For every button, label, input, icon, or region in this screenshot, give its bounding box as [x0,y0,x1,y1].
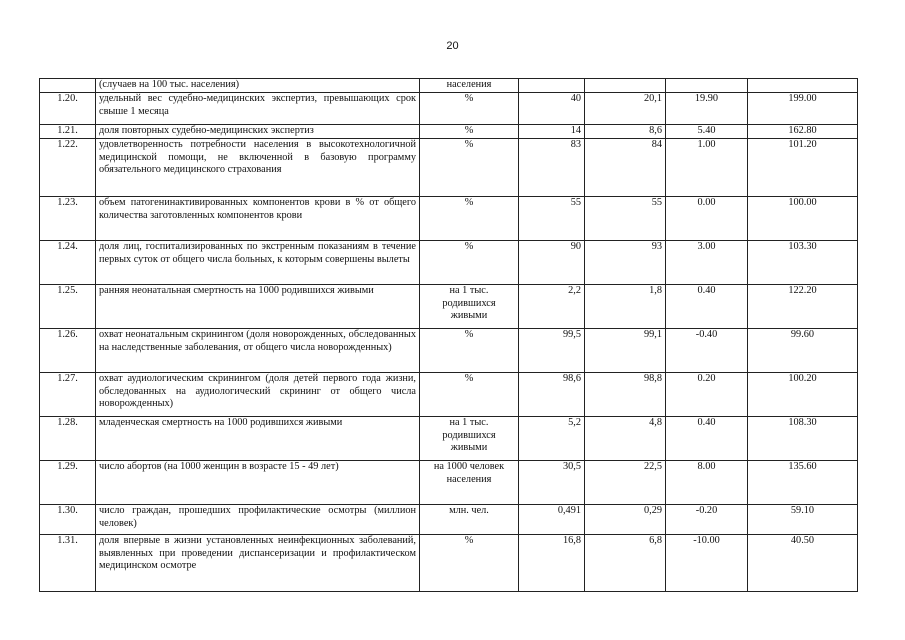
percent-cell: 100.20 [748,373,858,417]
value-1-cell: 98,6 [519,373,585,417]
table-row [40,505,858,535]
value-1-cell: 0,491 [519,505,585,535]
row-number-cell: 1.23. [40,197,96,241]
row-number-cell: 1.29. [40,461,96,505]
table-row [40,93,858,125]
unit-cell: % [420,125,519,139]
unit-cell: % [420,197,519,241]
indicator-name-cell: младенческая смертность на 1000 родившихся живыми [96,417,420,461]
indicator-name-cell: удовлетворенность потребности населения в высокотехнологичной медицинской помощи, не включенной в базовую программу обязательного медицинского страхования [96,139,420,197]
difference-cell: 0.40 [666,417,748,461]
difference-cell: -0.40 [666,329,748,373]
unit-cell: млн. чел. [420,505,519,535]
unit-cell: % [420,373,519,417]
difference-cell: 0.00 [666,197,748,241]
table-row [40,79,858,93]
value-1-cell: 5,2 [519,417,585,461]
percent-cell [748,79,858,93]
difference-cell: 5.40 [666,125,748,139]
indicator-name-cell: охват неонатальным скринингом (доля новорожденных, обследованных на наследственные заболевания, от общего числа новорожденных) [96,329,420,373]
row-number-cell: 1.28. [40,417,96,461]
value-2-cell: 6,8 [585,535,666,592]
indicators-table [39,78,858,592]
indicator-name-cell: удельный вес судебно-медицинских экспертиз, превышающих срок свыше 1 месяца [96,93,420,125]
value-2-cell: 1,8 [585,285,666,329]
value-2-cell [585,79,666,93]
unit-cell: % [420,329,519,373]
percent-cell: 103.30 [748,241,858,285]
value-1-cell: 16,8 [519,535,585,592]
table-row [40,241,858,285]
indicator-name-cell: доля впервые в жизни установленных неинфекционных заболеваний, выявленных при проведении диспансеризации и профилактическом медицинском осмотре [96,535,420,592]
percent-cell: 199.00 [748,93,858,125]
percent-cell: 59.10 [748,505,858,535]
value-2-cell: 93 [585,241,666,285]
value-2-cell: 99,1 [585,329,666,373]
difference-cell: 8.00 [666,461,748,505]
unit-cell: на 1 тыс. родившихся живыми [420,285,519,329]
difference-cell [666,79,748,93]
indicator-name-cell: доля лиц, госпитализированных по экстренным показаниям в течение первых суток от общего числа больных, к которым совершены вылеты [96,241,420,285]
value-1-cell: 2,2 [519,285,585,329]
value-2-cell: 4,8 [585,417,666,461]
table-row [40,197,858,241]
indicator-name-cell: доля повторных судебно-медицинских экспертиз [96,125,420,139]
difference-cell: -10.00 [666,535,748,592]
percent-cell: 122.20 [748,285,858,329]
value-2-cell: 98,8 [585,373,666,417]
unit-cell: населения [420,79,519,93]
table-row [40,417,858,461]
percent-cell: 162.80 [748,125,858,139]
difference-cell: 19.90 [666,93,748,125]
row-number-cell: 1.20. [40,93,96,125]
row-number-cell: 1.22. [40,139,96,197]
table-row [40,535,858,592]
indicator-name-cell: ранняя неонатальная смертность на 1000 родившихся живыми [96,285,420,329]
percent-cell: 108.30 [748,417,858,461]
row-number-cell: 1.24. [40,241,96,285]
percent-cell: 101.20 [748,139,858,197]
value-2-cell: 0,29 [585,505,666,535]
row-number-cell: 1.30. [40,505,96,535]
table-row [40,139,858,197]
value-1-cell [519,79,585,93]
unit-cell: % [420,241,519,285]
table-row [40,125,858,139]
value-2-cell: 22,5 [585,461,666,505]
page-number: 20 [446,40,459,52]
unit-cell: на 1 тыс. родившихся живыми [420,417,519,461]
difference-cell: 0.40 [666,285,748,329]
difference-cell: 0.20 [666,373,748,417]
value-1-cell: 55 [519,197,585,241]
unit-cell: % [420,93,519,125]
percent-cell: 40.50 [748,535,858,592]
value-1-cell: 30,5 [519,461,585,505]
indicator-name-cell: охват аудиологическим скринингом (доля детей первого года жизни, обследованных на аудиологический скрининг от общего числа новорожденных) [96,373,420,417]
row-number-cell: 1.25. [40,285,96,329]
row-number-cell: 1.31. [40,535,96,592]
value-2-cell: 84 [585,139,666,197]
indicator-name-cell: число абортов (на 1000 женщин в возрасте 15 - 49 лет) [96,461,420,505]
table-row [40,461,858,505]
percent-cell: 135.60 [748,461,858,505]
unit-cell: % [420,535,519,592]
difference-cell: -0.20 [666,505,748,535]
value-1-cell: 99,5 [519,329,585,373]
value-1-cell: 14 [519,125,585,139]
percent-cell: 100.00 [748,197,858,241]
row-number-cell [40,79,96,93]
indicator-name-cell: объем патогенинактивированных компонентов крови в % от общего количества заготовленных компонентов крови [96,197,420,241]
unit-cell: % [420,139,519,197]
difference-cell: 3.00 [666,241,748,285]
value-1-cell: 83 [519,139,585,197]
table-row [40,329,858,373]
difference-cell: 1.00 [666,139,748,197]
indicator-name-cell: (случаев на 100 тыс. населения) [96,79,420,93]
row-number-cell: 1.21. [40,125,96,139]
value-1-cell: 40 [519,93,585,125]
value-2-cell: 55 [585,197,666,241]
percent-cell: 99.60 [748,329,858,373]
unit-cell: на 1000 человек населения [420,461,519,505]
value-2-cell: 8,6 [585,125,666,139]
table-row [40,285,858,329]
row-number-cell: 1.26. [40,329,96,373]
indicator-name-cell: число граждан, прошедших профилактические осмотры (миллион человек) [96,505,420,535]
table-row [40,373,858,417]
row-number-cell: 1.27. [40,373,96,417]
value-1-cell: 90 [519,241,585,285]
value-2-cell: 20,1 [585,93,666,125]
